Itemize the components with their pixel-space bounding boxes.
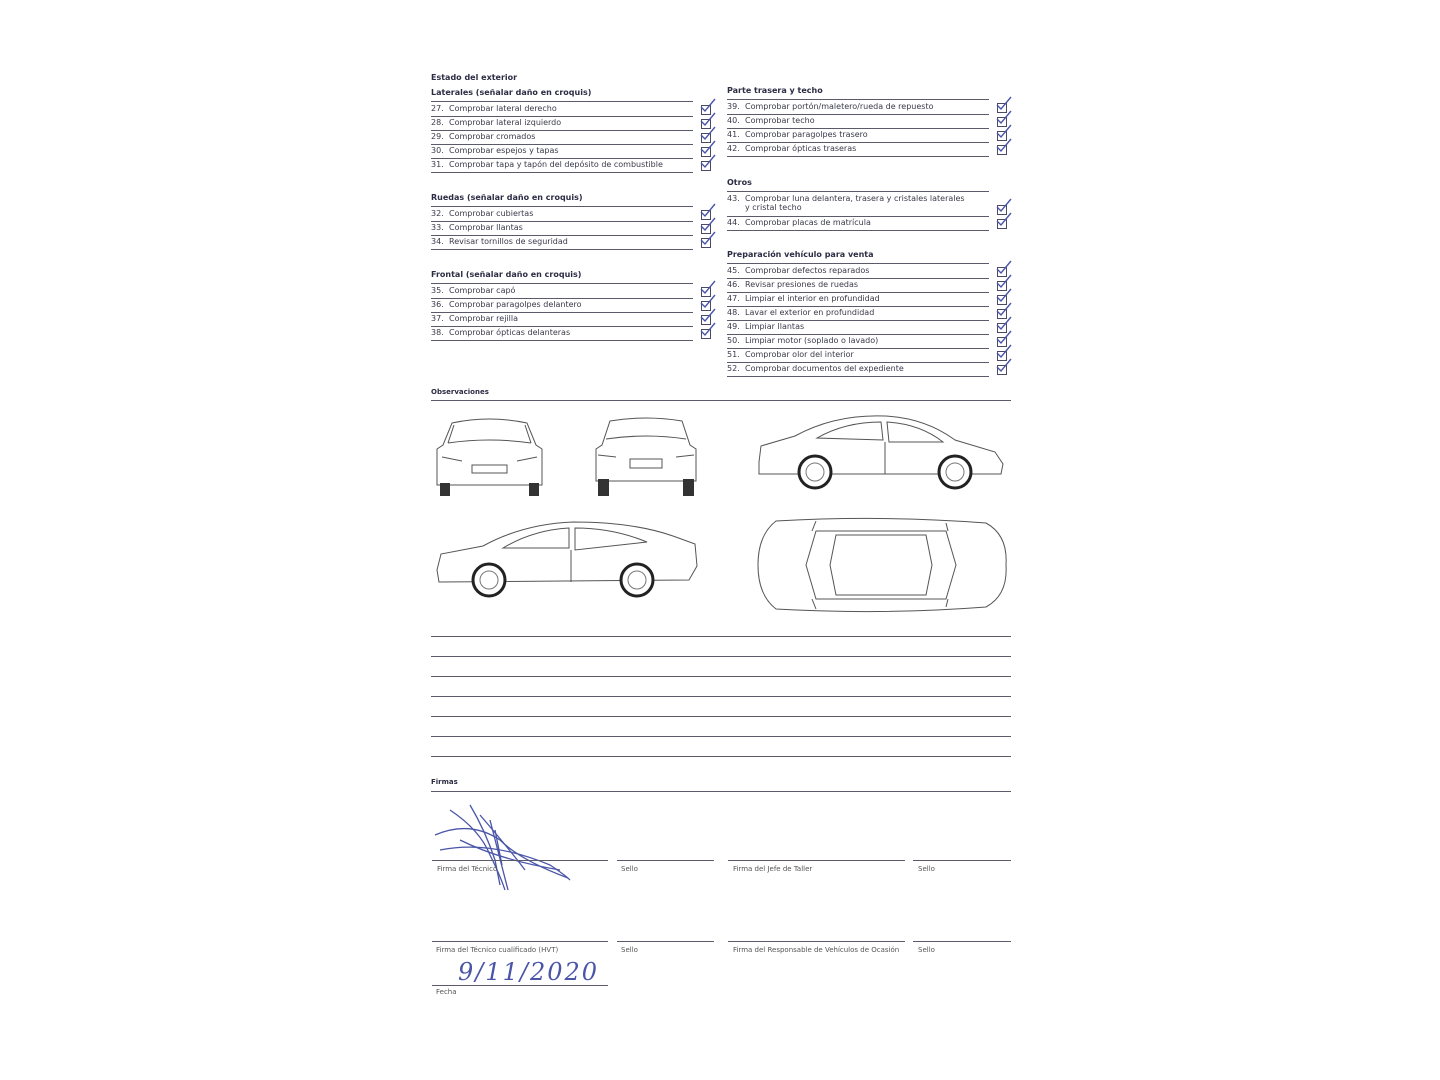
sello-label-3: Sello bbox=[621, 946, 638, 954]
checklist-item bbox=[431, 235, 693, 250]
item-label: Comprobar paragolpes trasero bbox=[745, 130, 868, 139]
checklist-item bbox=[431, 158, 693, 173]
item-number: 44. bbox=[727, 218, 740, 227]
observation-line bbox=[431, 696, 1011, 697]
car-right-side-diagram bbox=[755, 412, 1007, 492]
checklist-item bbox=[727, 114, 989, 129]
divider bbox=[431, 400, 1011, 401]
checkmark-icon bbox=[995, 212, 1013, 228]
checklist-item bbox=[727, 306, 989, 321]
checklist-item bbox=[727, 128, 989, 143]
item-number: 47. bbox=[727, 294, 740, 303]
line bbox=[617, 941, 714, 942]
checklist-item bbox=[727, 264, 989, 279]
checklist-item bbox=[727, 292, 989, 307]
item-label: Comprobar tapa y tapón del depósito de combustible bbox=[449, 160, 663, 169]
checklist-item bbox=[727, 216, 989, 231]
line bbox=[913, 941, 1011, 942]
line bbox=[913, 860, 1011, 861]
item-label-continued: y cristal techo bbox=[745, 203, 802, 212]
item-label: Revisar tornillos de seguridad bbox=[449, 237, 568, 246]
checklist-item bbox=[431, 221, 693, 236]
fecha-value: 9/11/2020 bbox=[458, 958, 600, 986]
checklist-item bbox=[431, 326, 693, 341]
item-label: Comprobar luna delantera, trasera y cristales laterales bbox=[745, 194, 965, 203]
item-number: 40. bbox=[727, 116, 740, 125]
item-label: Limpiar llantas bbox=[745, 322, 805, 331]
checklist-item bbox=[727, 334, 989, 349]
section-title-otros: Otros bbox=[727, 178, 752, 187]
item-label: Comprobar paragolpes delantero bbox=[449, 300, 582, 309]
checkmark-icon bbox=[699, 322, 717, 338]
firmas-title: Firmas bbox=[431, 778, 458, 786]
item-label: Revisar presiones de ruedas bbox=[745, 280, 859, 289]
line bbox=[728, 941, 905, 942]
checklist-item bbox=[431, 130, 693, 145]
item-label: Comprobar placas de matrícula bbox=[745, 218, 871, 227]
checklist-item bbox=[431, 312, 693, 327]
checklist-item bbox=[727, 320, 989, 335]
line bbox=[432, 941, 608, 942]
section-title-laterales: Laterales (señalar daño en croquis) bbox=[431, 88, 592, 97]
sello-label-2: Sello bbox=[918, 865, 935, 873]
item-number: 49. bbox=[727, 322, 740, 331]
signature-tecnico bbox=[430, 800, 580, 895]
item-number: 45. bbox=[727, 266, 740, 275]
car-front-diagram bbox=[432, 415, 547, 497]
item-number: 29. bbox=[431, 132, 444, 141]
item-number: 27. bbox=[431, 104, 444, 113]
item-number: 51. bbox=[727, 350, 740, 359]
item-number: 50. bbox=[727, 336, 740, 345]
checklist-item bbox=[431, 144, 693, 159]
observation-line bbox=[431, 656, 1011, 657]
observation-line bbox=[431, 716, 1011, 717]
section-title-preparacion: Preparación vehículo para venta bbox=[727, 250, 874, 259]
checklist-item bbox=[431, 102, 693, 117]
item-label: Comprobar cromados bbox=[449, 132, 536, 141]
item-label: Comprobar olor del interior bbox=[745, 350, 854, 359]
checklist-item bbox=[431, 284, 693, 299]
line bbox=[432, 985, 608, 986]
observation-line bbox=[431, 756, 1011, 757]
item-number: 38. bbox=[431, 328, 444, 337]
firma-jefe-taller-label: Firma del Jefe de Taller bbox=[733, 865, 813, 873]
item-number: 46. bbox=[727, 280, 740, 289]
firma-tecnico-label: Firma del Técnico bbox=[437, 865, 498, 873]
line bbox=[617, 860, 714, 861]
item-number: 28. bbox=[431, 118, 444, 127]
item-number: 30. bbox=[431, 146, 444, 155]
car-left-side-diagram bbox=[433, 518, 701, 600]
checkmark-icon bbox=[699, 154, 717, 170]
item-number: 32. bbox=[431, 209, 444, 218]
checklist-item bbox=[727, 100, 989, 115]
section-title-exterior: Estado del exterior bbox=[431, 73, 518, 82]
item-number: 43. bbox=[727, 194, 740, 203]
checklist-item bbox=[727, 362, 989, 377]
car-top-diagram bbox=[756, 515, 1008, 615]
car-rear-diagram bbox=[592, 415, 700, 497]
observation-line bbox=[431, 636, 1011, 637]
item-number: 33. bbox=[431, 223, 444, 232]
item-number: 35. bbox=[431, 286, 444, 295]
item-number: 36. bbox=[431, 300, 444, 309]
item-label: Comprobar ópticas traseras bbox=[745, 144, 857, 153]
section-title-trasera: Parte trasera y techo bbox=[727, 86, 823, 95]
sello-label-4: Sello bbox=[918, 946, 935, 954]
item-label: Comprobar llantas bbox=[449, 223, 523, 232]
item-label: Comprobar defectos reparados bbox=[745, 266, 870, 275]
item-number: 31. bbox=[431, 160, 444, 169]
item-label: Lavar el exterior en profundidad bbox=[745, 308, 875, 317]
item-label: Comprobar ópticas delanteras bbox=[449, 328, 571, 337]
fecha-label: Fecha bbox=[436, 988, 457, 996]
checkmark-icon bbox=[995, 138, 1013, 154]
item-label: Comprobar portón/maletero/rueda de repuesto bbox=[745, 102, 934, 111]
item-label: Comprobar lateral izquierdo bbox=[449, 118, 562, 127]
item-label: Limpiar motor (soplado o lavado) bbox=[745, 336, 879, 345]
observation-line bbox=[431, 676, 1011, 677]
section-title-frontal: Frontal (señalar daño en croquis) bbox=[431, 270, 582, 279]
checklist-item bbox=[727, 278, 989, 293]
item-number: 37. bbox=[431, 314, 444, 323]
divider bbox=[431, 791, 1011, 792]
checklist-item bbox=[431, 207, 693, 222]
checklist-item bbox=[727, 142, 989, 157]
item-label: Comprobar documentos del expediente bbox=[745, 364, 904, 373]
checklist-item bbox=[727, 348, 989, 363]
item-label: Comprobar espejos y tapas bbox=[449, 146, 559, 155]
item-label: Comprobar techo bbox=[745, 116, 815, 125]
checkmark-icon bbox=[995, 358, 1013, 374]
item-number: 42. bbox=[727, 144, 740, 153]
item-label: Comprobar cubiertas bbox=[449, 209, 534, 218]
item-label: Comprobar lateral derecho bbox=[449, 104, 557, 113]
observaciones-title: Observaciones bbox=[431, 388, 489, 396]
item-label: Limpiar el interior en profundidad bbox=[745, 294, 880, 303]
checklist-item bbox=[431, 298, 693, 313]
item-label: Comprobar capó bbox=[449, 286, 516, 295]
item-number: 52. bbox=[727, 364, 740, 373]
item-label: Comprobar rejilla bbox=[449, 314, 518, 323]
observation-line bbox=[431, 736, 1011, 737]
item-number: 39. bbox=[727, 102, 740, 111]
item-number: 48. bbox=[727, 308, 740, 317]
sello-label-1: Sello bbox=[621, 865, 638, 873]
section-title-ruedas: Ruedas (señalar daño en croquis) bbox=[431, 193, 583, 202]
firma-responsable-label: Firma del Responsable de Vehículos de Ocasión bbox=[733, 946, 900, 954]
item-number: 34. bbox=[431, 237, 444, 246]
item-number: 41. bbox=[727, 130, 740, 139]
checklist-item bbox=[727, 192, 989, 217]
checkmark-icon bbox=[699, 231, 717, 247]
line bbox=[728, 860, 905, 861]
line bbox=[432, 860, 608, 861]
firma-tecnico-hvt-label: Firma del Técnico cualificado (HVT) bbox=[436, 946, 559, 954]
checklist-item bbox=[431, 116, 693, 131]
